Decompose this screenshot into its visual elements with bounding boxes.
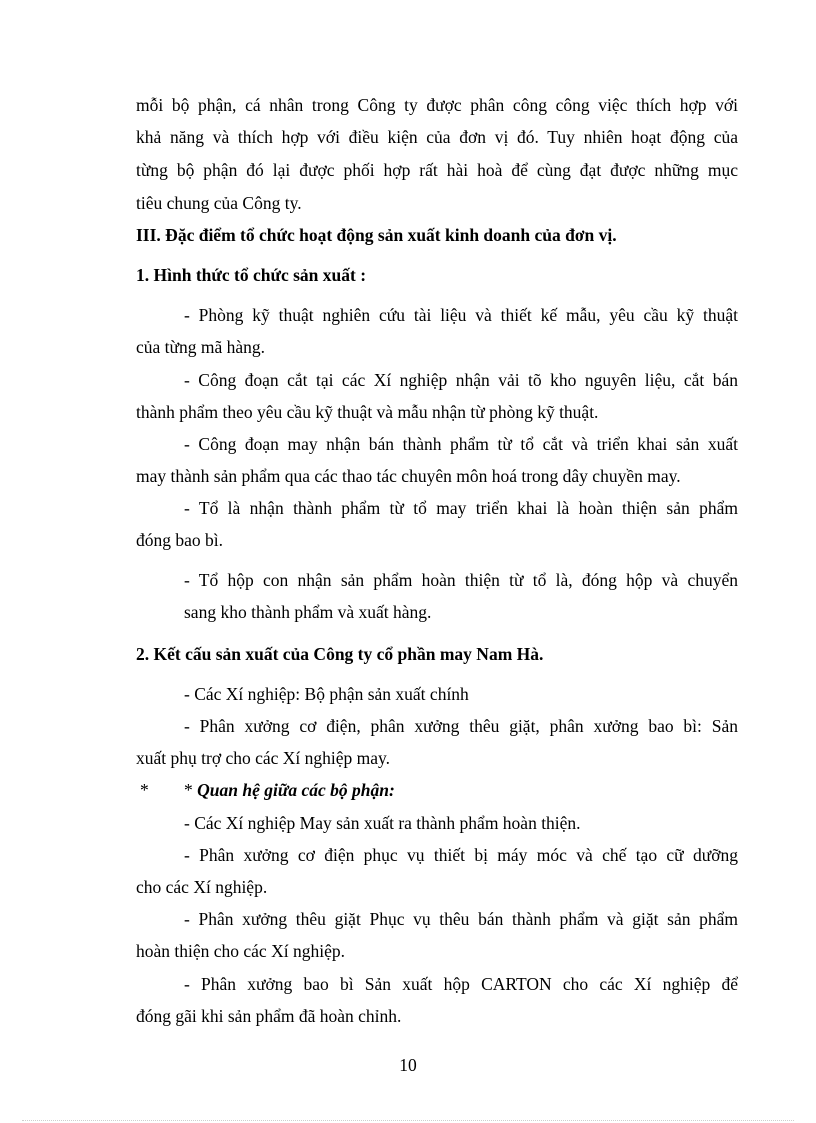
relations-heading-text: Quan hệ giữa các bộ phận: (197, 780, 395, 800)
relations-heading (184, 774, 395, 807)
para-5-line-1: - Tổ hộp con nhận sản phẩm hoàn thiện từ tổ là, đóng hộp và chuyển (184, 570, 738, 590)
para-3-line-2: may thành sản phẩm qua các thao tác chuyên môn hoá trong dây chuyền may. (136, 466, 681, 486)
bullet-star: * (140, 780, 149, 800)
para-1-line-1: - Phòng kỹ thuật nghiên cứu tài liệu và thiết kế mẫu, yêu cầu kỹ thuật (184, 305, 738, 325)
structure-item-1: - Các Xí nghiệp: Bộ phận sản xuất chính (184, 684, 469, 704)
relation-item-2-line-2: cho các Xí nghiệp. (136, 877, 268, 897)
relation-item-3-line-2: hoàn thiện cho các Xí nghiệp. (136, 941, 345, 961)
para-3-line-1: - Công đoạn may nhận bán thành phẩm từ tổ cắt và triển khai sản xuất (184, 434, 738, 454)
page-bottom-divider (22, 1120, 794, 1121)
para-2-line-2: thành phẩm theo yêu cầu kỹ thuật và mẫu nhận từ phòng kỹ thuật. (136, 402, 599, 422)
page-number: 10 (399, 1055, 417, 1075)
para-4-line-1: - Tổ là nhận thành phẩm từ tổ may triển khai là hoàn thiện sản phẩm (184, 498, 738, 518)
relation-item-4-line-1: - Phân xưởng bao bì Sản xuất hộp CARTON cho các Xí nghiệp để (184, 974, 738, 994)
intro-line-2: khả năng và thích hợp với điều kiện của đơn vị đó. Tuy nhiên hoạt động của (136, 127, 738, 147)
structure-item-2-line-2: xuất phụ trợ cho các Xí nghiệp may. (136, 748, 391, 768)
relation-item-2-line-1: - Phân xưởng cơ điện phục vụ thiết bị máy móc và chế tạo cữ dưỡng (184, 845, 738, 865)
intro-line-3: từng bộ phận đó lại được phối hợp rất hài hoà để cùng đạt được những mục (136, 160, 738, 180)
relations-heading-star: * (184, 780, 198, 800)
relation-item-4-line-2: đóng gãi khi sản phẩm đã hoàn chỉnh. (136, 1006, 402, 1026)
intro-line-1: mỗi bộ phận, cá nhân trong Công ty được phân công công việc thích hợp với (136, 95, 738, 115)
intro-line-4: tiêu chung của Công ty. (136, 193, 302, 213)
section-heading-iii: III. Đặc điểm tổ chức hoạt động sản xuất kinh doanh của đơn vị. (136, 225, 617, 245)
para-2-line-1: - Công đoạn cắt tại các Xí nghiệp nhận vải tõ kho nguyên liệu, cắt bán (184, 370, 738, 390)
section-heading-1: 1. Hình thức tổ chức sản xuất : (136, 265, 367, 285)
para-1-line-2: của từng mã hàng. (136, 337, 266, 357)
structure-item-2-line-1: - Phân xưởng cơ điện, phân xưởng thêu giặt, phân xưởng bao bì: Sản (184, 716, 738, 736)
section-heading-2: 2. Kết cấu sản xuất của Công ty cổ phần may Nam Hà. (136, 644, 544, 664)
para-5-line-2: sang kho thành phẩm và xuất hàng. (184, 602, 432, 622)
relation-item-3-line-1: - Phân xưởng thêu giặt Phục vụ thêu bán thành phẩm và giặt sản phẩm (184, 909, 738, 929)
para-4-line-2: đóng bao bì. (136, 530, 224, 550)
relation-item-1: - Các Xí nghiệp May sản xuất ra thành phẩm hoàn thiện. (184, 813, 581, 833)
